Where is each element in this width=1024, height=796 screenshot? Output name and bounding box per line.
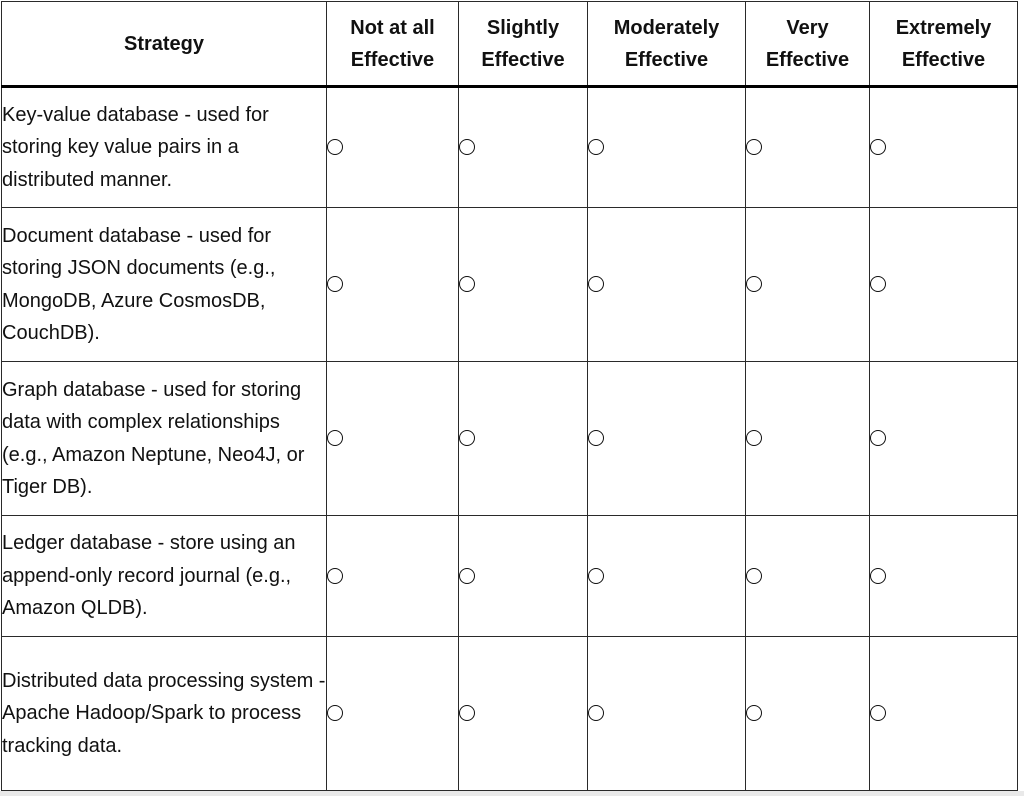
table-row: [2, 637, 1018, 791]
strategy-label: Ledger database - store using an append-only record journal (e.g., Amazon QLDB).: [2, 516, 327, 637]
effectiveness-matrix: [1, 1, 1018, 791]
column-header-slightly-effective: Slightly Effective: [459, 2, 588, 87]
column-header-extremely-effective: Extremely Effective: [870, 2, 1018, 87]
radio-not-at-all-effective[interactable]: [327, 276, 343, 292]
radio-slightly-effective[interactable]: [459, 139, 475, 155]
table-row: [2, 87, 1018, 208]
column-header-very-effective: Very Effective: [746, 2, 870, 87]
radio-extremely-effective[interactable]: [870, 705, 886, 721]
strategy-label: Distributed data processing system - Apache Hadoop/Spark to process tracking data.: [2, 637, 327, 791]
strategy-label: Document database - used for storing JSON documents (e.g., MongoDB, Azure CosmosDB, CouchDB).: [2, 208, 327, 362]
radio-extremely-effective[interactable]: [870, 430, 886, 446]
header-row: [2, 2, 1018, 87]
column-header-not-at-all-effective: Not at all Effective: [327, 2, 459, 87]
radio-slightly-effective[interactable]: [459, 568, 475, 584]
radio-moderately-effective[interactable]: [588, 568, 604, 584]
radio-very-effective[interactable]: [746, 568, 762, 584]
radio-very-effective[interactable]: [746, 705, 762, 721]
radio-very-effective[interactable]: [746, 139, 762, 155]
radio-slightly-effective[interactable]: [459, 276, 475, 292]
radio-moderately-effective[interactable]: [588, 430, 604, 446]
scroll-edge: [0, 791, 1024, 796]
radio-not-at-all-effective[interactable]: [327, 705, 343, 721]
radio-moderately-effective[interactable]: [588, 139, 604, 155]
radio-moderately-effective[interactable]: [588, 276, 604, 292]
radio-slightly-effective[interactable]: [459, 705, 475, 721]
radio-moderately-effective[interactable]: [588, 705, 604, 721]
table-row: [2, 362, 1018, 516]
radio-slightly-effective[interactable]: [459, 430, 475, 446]
table-row: [2, 208, 1018, 362]
radio-extremely-effective[interactable]: [870, 276, 886, 292]
strategy-label: Key-value database - used for storing key value pairs in a distributed manner.: [2, 87, 327, 208]
radio-extremely-effective[interactable]: [870, 568, 886, 584]
radio-not-at-all-effective[interactable]: [327, 430, 343, 446]
table-row: [2, 516, 1018, 637]
radio-not-at-all-effective[interactable]: [327, 139, 343, 155]
strategy-label: Graph database - used for storing data with complex relationships (e.g., Amazon Neptune, Neo4J, or Tiger DB).: [2, 362, 327, 516]
column-header-moderately-effective: Moderately Effective: [588, 2, 746, 87]
column-header-strategy: Strategy: [2, 2, 327, 87]
radio-very-effective[interactable]: [746, 430, 762, 446]
radio-very-effective[interactable]: [746, 276, 762, 292]
radio-not-at-all-effective[interactable]: [327, 568, 343, 584]
radio-extremely-effective[interactable]: [870, 139, 886, 155]
